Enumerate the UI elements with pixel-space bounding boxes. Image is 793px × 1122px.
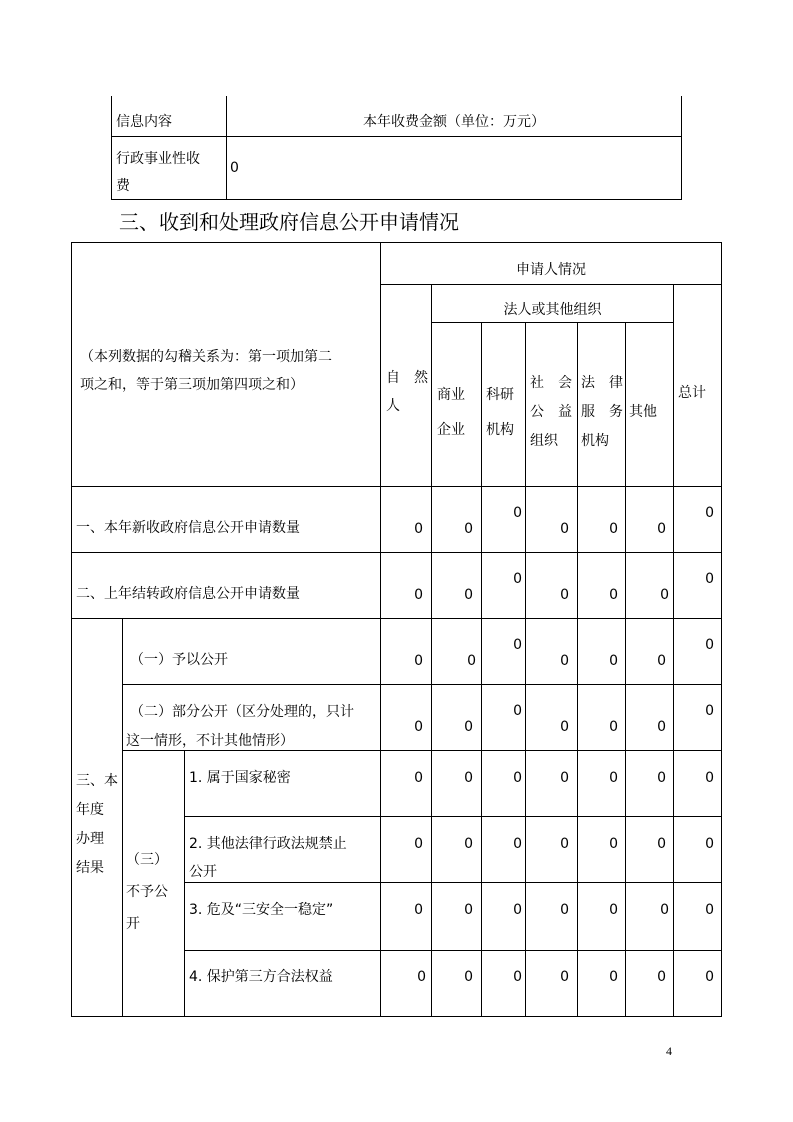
- cell-value: 0: [609, 587, 618, 603]
- group-label: 三、本: [76, 773, 118, 789]
- col-research-2: 机构: [486, 422, 514, 438]
- cell-value: 0: [414, 836, 423, 852]
- group-label-2: 年度: [76, 802, 104, 818]
- row-label-third-party: 4. 保护第三方合法权益: [189, 969, 333, 985]
- col-legal-service-3: 机构: [581, 433, 609, 449]
- cell-value: 0: [705, 902, 714, 918]
- row-label-state-secret: 1. 属于国家秘密: [189, 770, 291, 786]
- row-label-partial-2: 这一情形，不计其他情形）: [126, 733, 294, 749]
- cell-value: 0: [705, 770, 714, 786]
- table-note-line1: （本列数据的勾稽关系为：第一项加第二: [80, 349, 332, 365]
- cell-value: 0: [513, 770, 522, 786]
- cell-value: 0: [513, 902, 522, 918]
- fee-row-label: 行政事业性收: [116, 151, 200, 167]
- col-social: 社 会: [530, 375, 572, 391]
- row-label-carryover: 二、上年结转政府信息公开申请数量: [76, 586, 300, 602]
- cell-value: 0: [464, 719, 473, 735]
- col-research: 科研: [486, 387, 514, 403]
- col-business: 商业: [437, 387, 465, 403]
- cell-value: 0: [414, 902, 423, 918]
- cell-value: 0: [414, 719, 423, 735]
- section-title: 三、收到和处理政府信息公开申请情况: [119, 210, 459, 234]
- row-label-partial: （二）部分公开（区分处理的，只计: [130, 704, 354, 720]
- cell-value: 0: [467, 653, 476, 669]
- col-other: 其他: [629, 404, 657, 420]
- cell-value: 0: [560, 521, 569, 537]
- cell-value: 0: [464, 587, 473, 603]
- cell-value: 0: [414, 770, 423, 786]
- cell-value: 0: [560, 902, 569, 918]
- cell-value: 0: [464, 770, 473, 786]
- cell-value: 0: [657, 969, 666, 985]
- cell-value: 0: [560, 653, 569, 669]
- legal-org-header: 法人或其他组织: [503, 302, 602, 318]
- cell-value: 0: [513, 836, 522, 852]
- fee-row-value: 0: [230, 160, 239, 176]
- row-label-law-prohibit-2: 公开: [189, 864, 217, 880]
- cell-value: 0: [513, 571, 522, 587]
- cell-value: 0: [705, 703, 714, 719]
- fee-row-label-cont: 费: [116, 178, 130, 194]
- cell-value: 0: [705, 637, 714, 653]
- row-label-law-prohibit: 2. 其他法律行政法规禁止: [189, 836, 347, 852]
- cell-value: 0: [609, 521, 618, 537]
- group-label-4: 结果: [76, 860, 104, 876]
- subgroup-label-3: 开: [126, 916, 140, 932]
- cell-value: 0: [705, 571, 714, 587]
- col-natural-person: 自 然: [386, 370, 428, 386]
- col-total: 总计: [678, 385, 706, 401]
- cell-value: 0: [657, 770, 666, 786]
- cell-value: 0: [609, 719, 618, 735]
- cell-value: 0: [414, 653, 423, 669]
- cell-value: 0: [657, 521, 666, 537]
- subgroup-label-2: 不予公: [126, 884, 168, 900]
- cell-value: 0: [609, 969, 618, 985]
- page-number: 4: [666, 1044, 672, 1058]
- cell-value: 0: [464, 836, 473, 852]
- cell-value: 0: [513, 637, 522, 653]
- cell-value: 0: [609, 836, 618, 852]
- row-label-public: （一）予以公开: [130, 652, 228, 668]
- cell-value: 0: [464, 902, 473, 918]
- cell-value: 0: [464, 521, 473, 537]
- col-legal-service: 法 律: [581, 375, 623, 391]
- applicant-header: 申请人情况: [516, 262, 586, 278]
- cell-value: 0: [609, 902, 618, 918]
- col-legal-service-2: 服 务: [581, 404, 623, 420]
- cell-value: 0: [660, 587, 669, 603]
- cell-value: 0: [464, 969, 473, 985]
- cell-value: 0: [657, 719, 666, 735]
- fee-header-info: 信息内容: [116, 114, 172, 130]
- subgroup-label: （三）: [126, 852, 168, 868]
- cell-value: 0: [513, 703, 522, 719]
- cell-value: 0: [560, 770, 569, 786]
- cell-value: 0: [513, 505, 522, 521]
- fee-header-amount: 本年收费金额（单位：万元）: [363, 114, 545, 130]
- cell-value: 0: [657, 653, 666, 669]
- table-note-line2: 项之和，等于第三项加第四项之和）: [80, 377, 304, 393]
- cell-value: 0: [560, 836, 569, 852]
- cell-value: 0: [609, 653, 618, 669]
- cell-value: 0: [414, 587, 423, 603]
- col-social-2: 公 益: [530, 404, 572, 420]
- cell-value: 0: [705, 836, 714, 852]
- cell-value: 0: [705, 505, 714, 521]
- cell-value: 0: [513, 969, 522, 985]
- row-label-three-safety: 3. 危及“三安全一稳定”: [189, 902, 334, 918]
- cell-value: 0: [609, 770, 618, 786]
- group-label-3: 办理: [76, 831, 104, 847]
- cell-value: 0: [560, 969, 569, 985]
- col-business-2: 企业: [437, 422, 465, 438]
- cell-value: 0: [560, 587, 569, 603]
- col-social-3: 组织: [530, 433, 558, 449]
- cell-value: 0: [660, 902, 669, 918]
- cell-value: 0: [560, 719, 569, 735]
- cell-value: 0: [414, 521, 423, 537]
- row-label-new: 一、本年新收政府信息公开申请数量: [76, 520, 300, 536]
- cell-value: 0: [417, 969, 426, 985]
- col-natural-person-2: 人: [386, 398, 400, 414]
- cell-value: 0: [657, 836, 666, 852]
- cell-value: 0: [705, 969, 714, 985]
